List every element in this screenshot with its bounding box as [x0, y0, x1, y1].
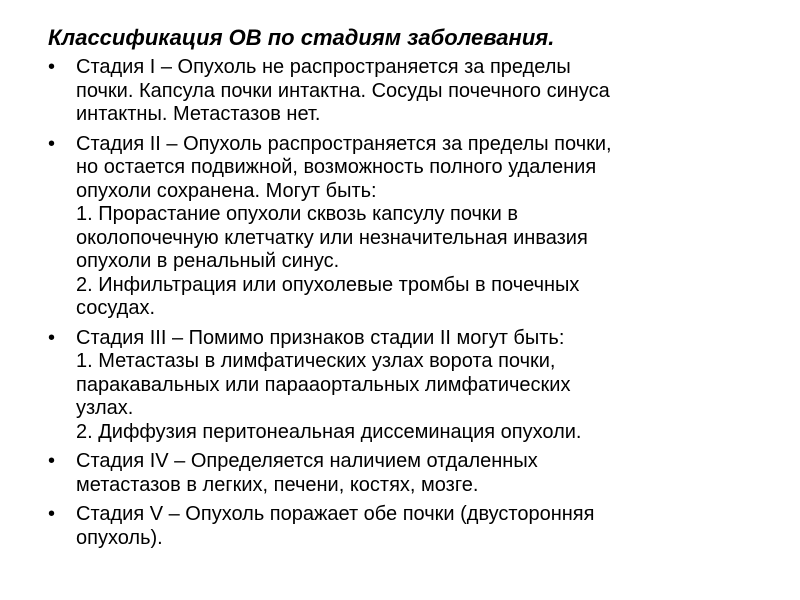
- stage-line: Стадия V – Опухоль поражает обе почки (двусторонняя: [76, 503, 595, 525]
- stage-list: [48, 56, 748, 556]
- stage-line: опухоль).: [76, 526, 163, 549]
- stage-line: опухоли в ренальный синус.: [76, 250, 340, 272]
- stage-line: метастазов в легких, печени, костях, мозге.: [76, 473, 479, 496]
- stage-line: узлах.: [76, 397, 134, 419]
- stage-line: 2. Инфильтрация или опухолевые тромбы в почечных: [76, 273, 580, 296]
- stage-item-1: [48, 56, 748, 127]
- bullet-icon: •: [48, 503, 56, 525]
- stage-line: паракавальных или парааортальных лимфатических: [76, 373, 571, 396]
- page-title: Классификация ОВ по стадиям заболевания.: [48, 25, 555, 50]
- bullet-icon: •: [48, 132, 56, 155]
- stage-line: Стадия IV – Определяется наличием отдаленных: [76, 450, 538, 472]
- bullet-icon: •: [48, 56, 56, 78]
- stage-line: сосудах.: [76, 297, 156, 319]
- bullet-icon: •: [48, 326, 56, 349]
- stage-line: Стадия III – Помимо признаков стадии II могут быть:: [76, 326, 565, 349]
- stage-line: 1. Метастазы в лимфатических узлах ворота почки,: [76, 350, 556, 372]
- stage-line: Стадия I – Опухоль не распространяется за пределы: [76, 56, 571, 78]
- bullet-icon: •: [48, 450, 56, 472]
- stage-line: но остается подвижной, возможность полного удаления: [76, 156, 597, 178]
- stage-item-4: [48, 450, 748, 497]
- stage-item-3: [48, 327, 748, 445]
- stage-line: околопочечную клетчатку или незначительная инвазия: [76, 226, 588, 249]
- stage-line: Стадия II – Опухоль распространяется за пределы почки,: [76, 132, 612, 155]
- stage-item-5: [48, 503, 748, 550]
- stage-line: 2. Диффузия перитонеальная диссеминация опухоли.: [76, 420, 582, 443]
- stage-line: 1. Прорастание опухоли сквозь капсулу почки в: [76, 203, 519, 225]
- stage-item-2: [48, 133, 748, 321]
- stage-line: почки. Капсула почки интактна. Сосуды почечного синуса: [76, 79, 610, 102]
- stage-line: опухоли сохранена. Могут быть:: [76, 179, 377, 202]
- stage-line: интактны. Метастазов нет.: [76, 103, 321, 125]
